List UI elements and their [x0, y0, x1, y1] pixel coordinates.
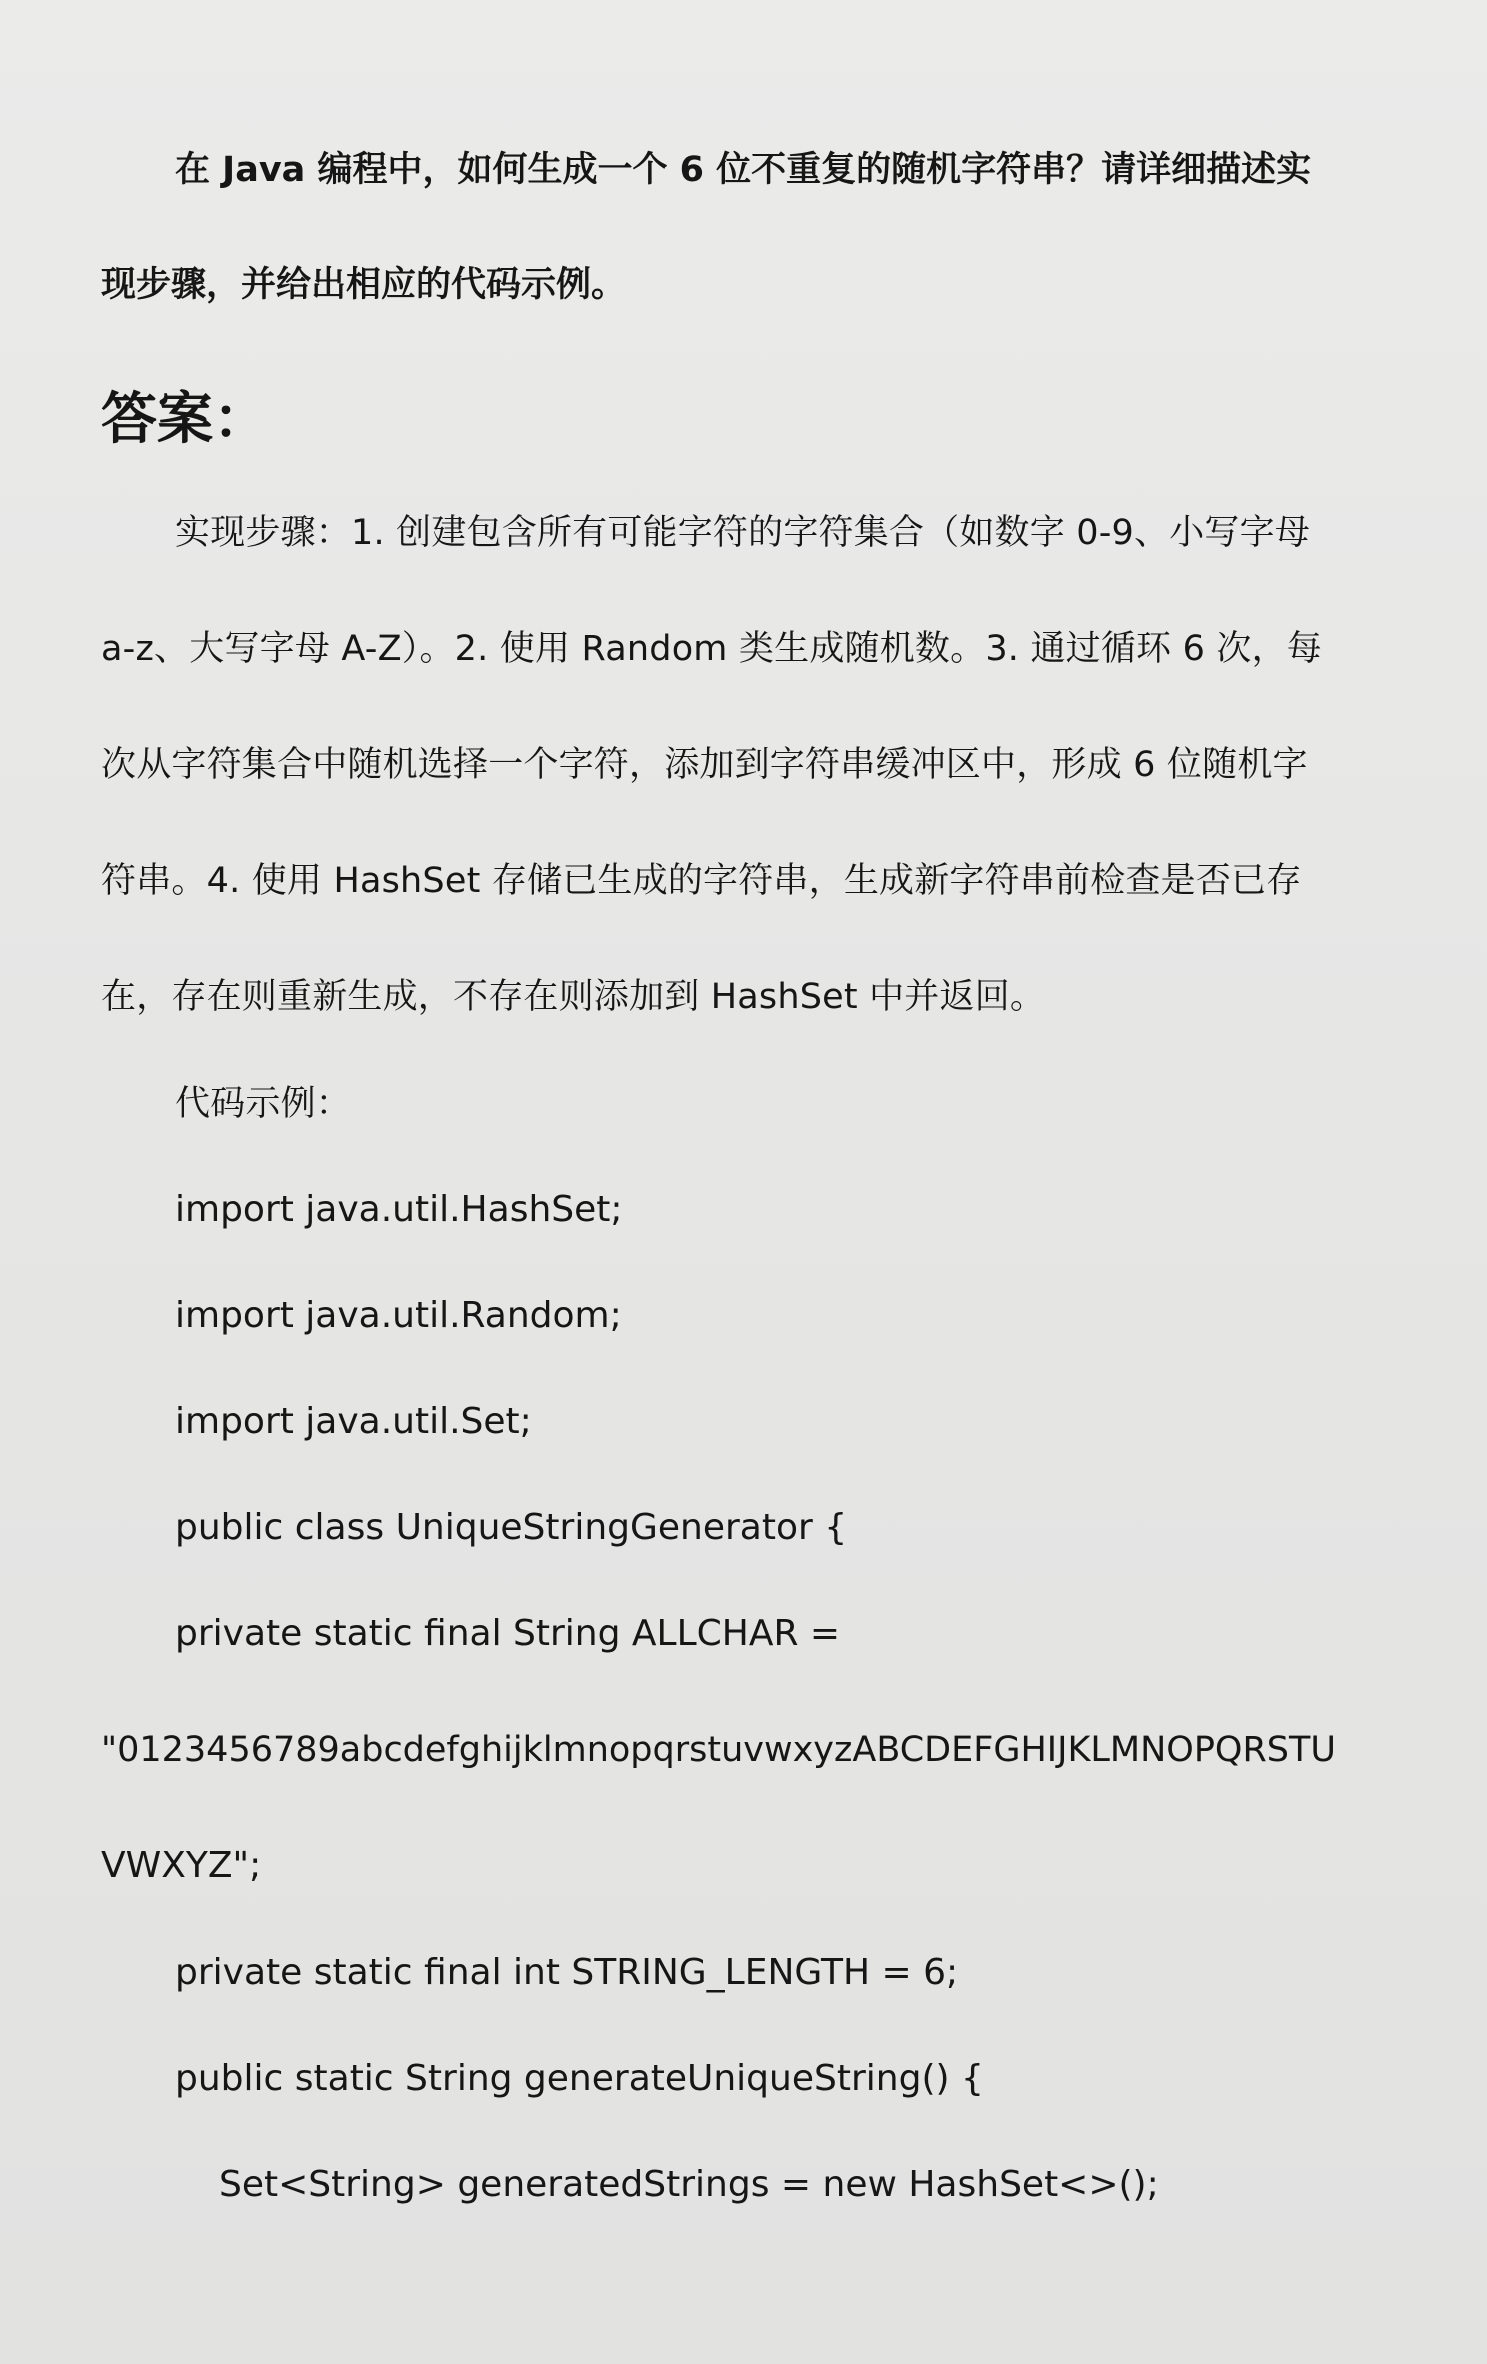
steps-line-1: 实现步骤：1. 创建包含所有可能字符的字符集合（如数字 0-9、小写字母	[175, 513, 1311, 553]
steps-line-4: 符串。4. 使用 HashSet 存储已生成的字符串，生成新字符串前检查是否已存	[101, 861, 1302, 901]
code-set-declaration: Set<String> generatedStrings = new HashSet<>();	[219, 2164, 1159, 2205]
steps-line-5: 在，存在则重新生成，不存在则添加到 HashSet 中并返回。	[101, 977, 1046, 1017]
question-line-2: 现步骤，并给出相应的代码示例。	[101, 265, 627, 305]
code-import-random: import java.util.Random;	[175, 1295, 622, 1336]
answer-heading: 答案：	[101, 387, 269, 452]
steps-line-2: a-z、大写字母 A-Z）。2. 使用 Random 类生成随机数。3. 通过循环 6 次，每	[101, 629, 1322, 669]
code-class-declaration: public class UniqueStringGenerator {	[175, 1507, 848, 1548]
code-allchar-declaration: private static final String ALLCHAR =	[175, 1613, 841, 1654]
question-line-1: 在 Java 编程中，如何生成一个 6 位不重复的随机字符串？请详细描述实	[175, 150, 1312, 190]
code-import-hashset: import java.util.HashSet;	[175, 1189, 623, 1230]
code-import-set: import java.util.Set;	[175, 1401, 532, 1442]
code-allchar-value-2: VWXYZ";	[101, 1845, 262, 1886]
code-label: 代码示例：	[175, 1084, 352, 1124]
code-length-declaration: private static final int STRING_LENGTH = 6;	[175, 1952, 959, 1993]
code-method-declaration: public static String generateUniqueString() {	[175, 2058, 984, 2099]
code-allchar-value-1: "0123456789abcdefghijklmnopqrstuvwxyzABCDEFGHIJKLMNOPQRSTU	[101, 1730, 1337, 1770]
steps-line-3: 次从字符集合中随机选择一个字符，添加到字符串缓冲区中，形成 6 位随机字	[101, 745, 1308, 785]
